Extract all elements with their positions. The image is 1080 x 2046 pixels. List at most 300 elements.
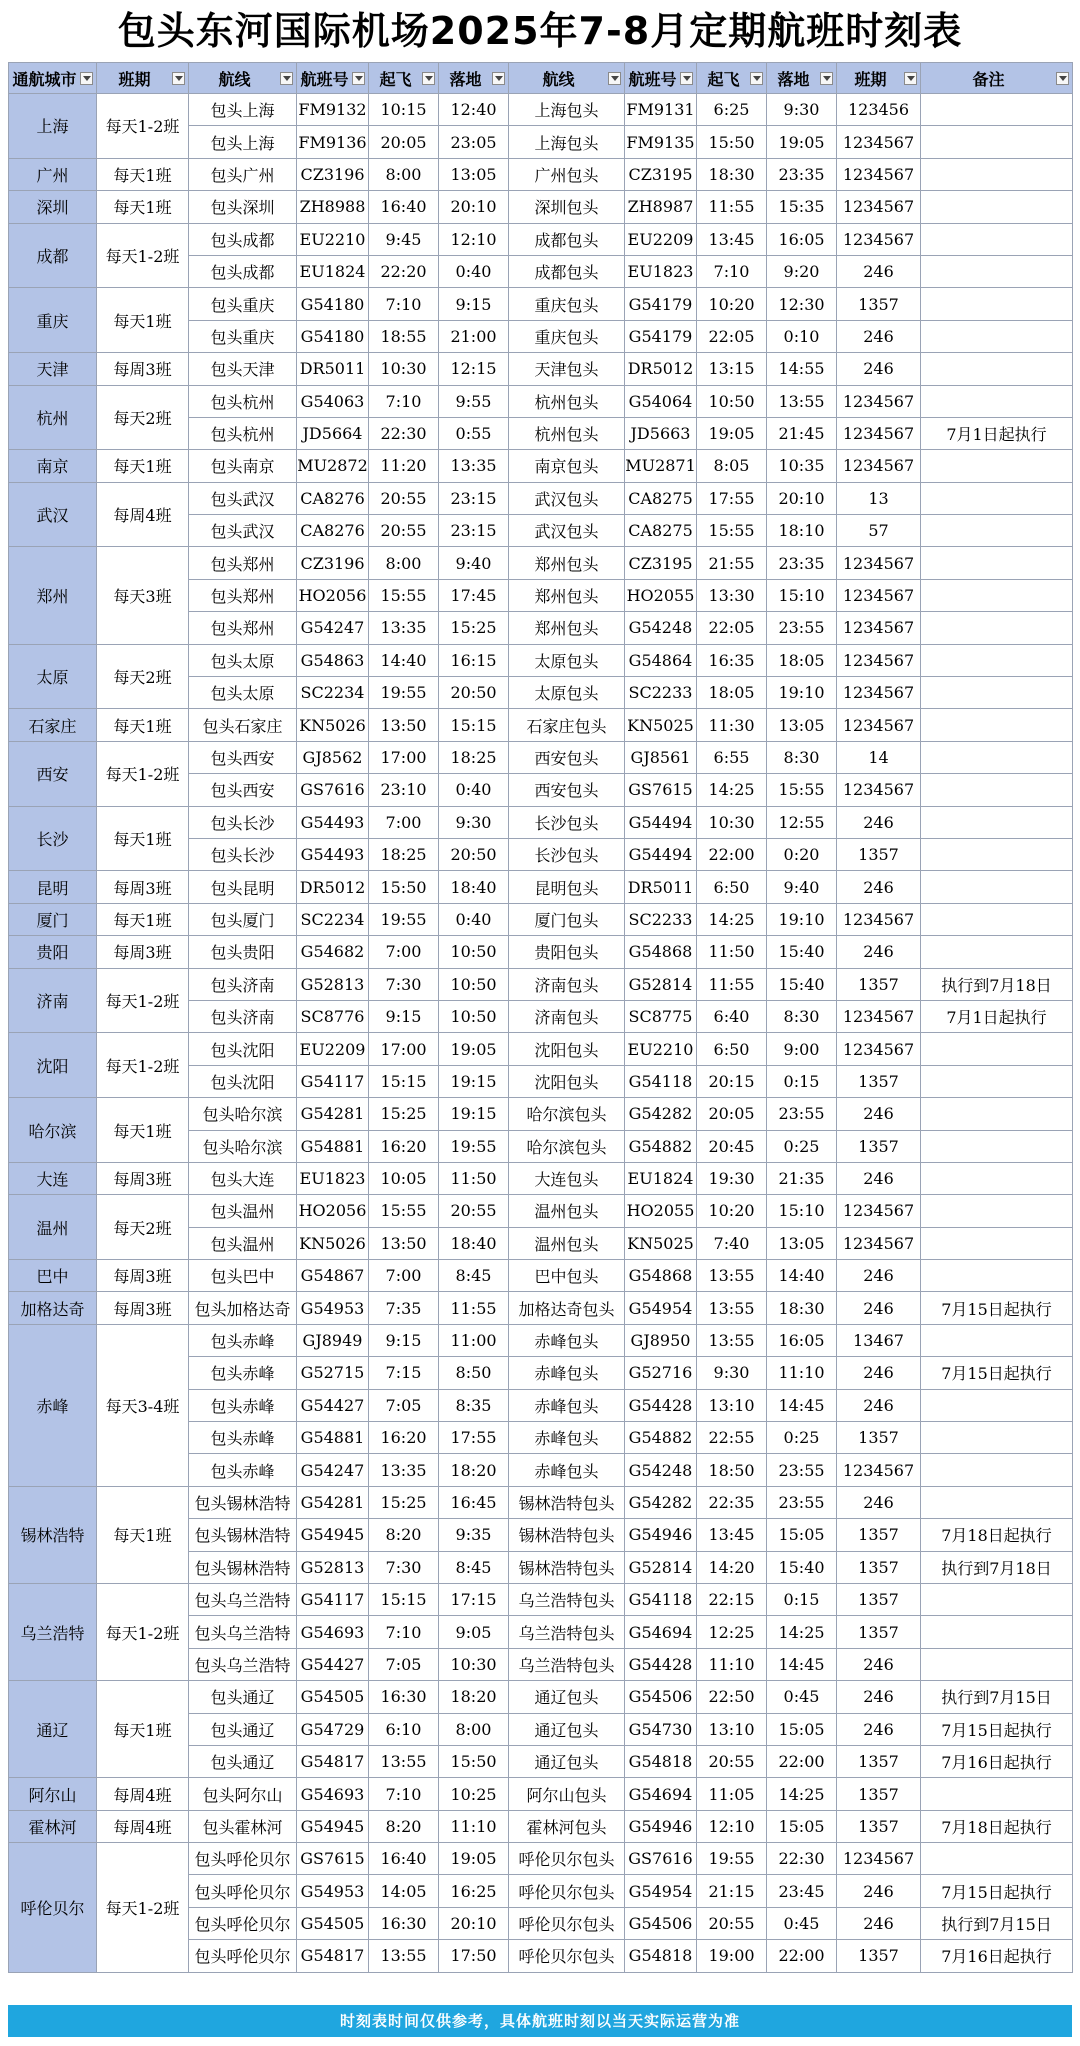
arrive-in-cell: 9:20	[767, 255, 837, 287]
depart-out-cell: 13:55	[369, 1940, 439, 1972]
flight-in-cell: EU1824	[625, 1162, 697, 1194]
table-row	[9, 1260, 1073, 1292]
frequency-cell: 每天1班	[97, 806, 189, 871]
arrive-out-cell: 8:00	[439, 1713, 509, 1745]
depart-in-cell: 20:05	[697, 1098, 767, 1130]
note-cell	[921, 709, 1073, 741]
days-cell: 1357	[837, 1778, 921, 1810]
depart-in-cell: 20:15	[697, 1065, 767, 1097]
days-cell: 246	[837, 353, 921, 385]
table-row	[9, 709, 1073, 741]
city-cell: 郑州	[9, 547, 97, 644]
arrive-out-cell: 18:40	[439, 1227, 509, 1259]
city-cell: 济南	[9, 968, 97, 1033]
days-cell: 1357	[837, 1810, 921, 1842]
header-label: 起飞	[379, 69, 412, 89]
depart-out-cell: 7:30	[369, 1551, 439, 1583]
days-cell: 1357	[837, 1422, 921, 1454]
arrive-in-cell: 19:10	[767, 677, 837, 709]
days-cell: 1234567	[837, 385, 921, 417]
header-route-in	[509, 63, 625, 94]
note-cell	[921, 936, 1073, 968]
note-cell	[921, 1098, 1073, 1130]
depart-in-cell: 13:55	[697, 1292, 767, 1324]
city-cell: 广州	[9, 158, 97, 190]
flight-in-cell: ZH8987	[625, 191, 697, 223]
filter-dropdown-icon[interactable]	[422, 72, 435, 85]
flight-out-cell: G52715	[297, 1357, 369, 1389]
depart-in-cell: 11:50	[697, 936, 767, 968]
days-cell: 246	[837, 1162, 921, 1194]
arrive-in-cell: 16:05	[767, 1324, 837, 1356]
depart-in-cell: 20:45	[697, 1130, 767, 1162]
arrive-in-cell: 0:20	[767, 838, 837, 870]
note-cell	[921, 1130, 1073, 1162]
flight-in-cell: G54506	[625, 1907, 697, 1939]
route-out-cell: 包头温州	[189, 1227, 297, 1259]
days-cell: 246	[837, 1357, 921, 1389]
route-out-cell: 包头通辽	[189, 1681, 297, 1713]
note-cell	[921, 612, 1073, 644]
depart-out-cell: 10:15	[369, 94, 439, 126]
filter-dropdown-icon[interactable]	[492, 72, 505, 85]
route-in-cell: 呼伦贝尔包头	[509, 1940, 625, 1972]
arrive-out-cell: 19:05	[439, 1843, 509, 1875]
depart-in-cell: 14:20	[697, 1551, 767, 1583]
days-cell: 1234567	[837, 1195, 921, 1227]
route-in-cell: 天津包头	[509, 353, 625, 385]
arrive-out-cell: 15:15	[439, 709, 509, 741]
days-cell: 13	[837, 482, 921, 514]
table-row	[9, 1681, 1073, 1713]
depart-out-cell: 8:00	[369, 158, 439, 190]
flight-out-cell: G54247	[297, 612, 369, 644]
days-cell: 1357	[837, 968, 921, 1000]
header-arrive-in	[767, 63, 837, 94]
arrive-out-cell: 19:55	[439, 1130, 509, 1162]
days-cell: 246	[837, 1907, 921, 1939]
arrive-out-cell: 18:20	[439, 1454, 509, 1486]
route-out-cell: 包头锡林浩特	[189, 1486, 297, 1518]
table-row	[9, 1843, 1073, 1875]
depart-in-cell: 16:35	[697, 644, 767, 676]
days-cell: 1357	[837, 1065, 921, 1097]
days-cell: 246	[837, 936, 921, 968]
arrive-in-cell: 18:10	[767, 515, 837, 547]
city-cell: 长沙	[9, 806, 97, 871]
flight-in-cell: G54818	[625, 1940, 697, 1972]
days-cell: 123456	[837, 94, 921, 126]
flight-in-cell: G54818	[625, 1745, 697, 1777]
flight-out-cell: G54493	[297, 838, 369, 870]
header-label: 班期	[118, 69, 151, 89]
depart-in-cell: 20:55	[697, 1745, 767, 1777]
note-cell	[921, 1843, 1073, 1875]
note-cell: 执行到7月18日	[921, 1551, 1073, 1583]
flight-out-cell: G54817	[297, 1745, 369, 1777]
depart-in-cell: 9:30	[697, 1357, 767, 1389]
arrive-out-cell: 15:50	[439, 1745, 509, 1777]
arrive-in-cell: 14:25	[767, 1778, 837, 1810]
flight-in-cell: CA8275	[625, 515, 697, 547]
flight-out-cell: MU2872	[297, 450, 369, 482]
frequency-cell: 每天1班	[97, 903, 189, 935]
city-cell: 上海	[9, 94, 97, 159]
filter-dropdown-icon[interactable]	[172, 72, 185, 85]
frequency-cell: 每天1班	[97, 158, 189, 190]
route-out-cell: 包头沈阳	[189, 1033, 297, 1065]
depart-out-cell: 13:35	[369, 1454, 439, 1486]
arrive-in-cell: 21:45	[767, 417, 837, 449]
arrive-in-cell: 8:30	[767, 741, 837, 773]
flight-out-cell: G54881	[297, 1130, 369, 1162]
flight-out-cell: G54953	[297, 1292, 369, 1324]
city-cell: 西安	[9, 741, 97, 806]
depart-out-cell: 7:10	[369, 1616, 439, 1648]
route-in-cell: 呼伦贝尔包头	[509, 1875, 625, 1907]
depart-in-cell: 19:05	[697, 417, 767, 449]
depart-out-cell: 18:25	[369, 838, 439, 870]
note-cell: 执行到7月15日	[921, 1681, 1073, 1713]
flight-out-cell: G54693	[297, 1616, 369, 1648]
frequency-cell: 每天1-2班	[97, 968, 189, 1033]
flight-in-cell: EU2210	[625, 1033, 697, 1065]
arrive-out-cell: 8:45	[439, 1551, 509, 1583]
arrive-out-cell: 11:10	[439, 1810, 509, 1842]
days-cell: 1234567	[837, 547, 921, 579]
route-out-cell: 包头赤峰	[189, 1389, 297, 1421]
filter-dropdown-icon[interactable]	[352, 72, 365, 85]
depart-in-cell: 6:55	[697, 741, 767, 773]
route-out-cell: 包头长沙	[189, 806, 297, 838]
arrive-out-cell: 0:40	[439, 255, 509, 287]
depart-in-cell: 10:30	[697, 806, 767, 838]
city-cell: 阿尔山	[9, 1778, 97, 1810]
route-in-cell: 呼伦贝尔包头	[509, 1907, 625, 1939]
days-cell: 1234567	[837, 450, 921, 482]
arrive-out-cell: 19:15	[439, 1065, 509, 1097]
table-row	[9, 450, 1073, 482]
flight-in-cell: GS7615	[625, 774, 697, 806]
frequency-cell: 每周4班	[97, 482, 189, 547]
frequency-cell: 每周4班	[97, 1810, 189, 1842]
table-row	[9, 547, 1073, 579]
filter-dropdown-icon[interactable]	[750, 72, 763, 85]
depart-out-cell: 10:05	[369, 1162, 439, 1194]
days-cell: 246	[837, 1260, 921, 1292]
route-in-cell: 乌兰浩特包头	[509, 1583, 625, 1615]
route-out-cell: 包头深圳	[189, 191, 297, 223]
route-out-cell: 包头厦门	[189, 903, 297, 935]
depart-out-cell: 8:20	[369, 1519, 439, 1551]
depart-out-cell: 11:20	[369, 450, 439, 482]
flight-out-cell: CZ3196	[297, 547, 369, 579]
city-cell: 南京	[9, 450, 97, 482]
depart-in-cell: 19:00	[697, 1940, 767, 1972]
route-out-cell: 包头成都	[189, 223, 297, 255]
flight-in-cell: HO2055	[625, 1195, 697, 1227]
note-cell	[921, 385, 1073, 417]
depart-out-cell: 8:00	[369, 547, 439, 579]
table-row	[9, 1292, 1073, 1324]
days-cell: 246	[837, 871, 921, 903]
route-out-cell: 包头天津	[189, 353, 297, 385]
flight-in-cell: HO2055	[625, 579, 697, 611]
days-cell: 1234567	[837, 223, 921, 255]
header-label: 起飞	[707, 69, 740, 89]
arrive-out-cell: 13:35	[439, 450, 509, 482]
filter-dropdown-icon[interactable]	[680, 72, 693, 85]
city-cell: 温州	[9, 1195, 97, 1260]
filter-dropdown-icon[interactable]	[820, 72, 833, 85]
days-cell: 246	[837, 1713, 921, 1745]
frequency-cell: 每天1班	[97, 450, 189, 482]
note-cell: 7月16日起执行	[921, 1940, 1073, 1972]
arrive-in-cell: 0:45	[767, 1681, 837, 1713]
header-flight-in	[625, 63, 697, 94]
filter-dropdown-icon[interactable]	[280, 72, 293, 85]
flight-in-cell: G54694	[625, 1778, 697, 1810]
arrive-out-cell: 18:20	[439, 1681, 509, 1713]
flight-in-cell: GS7616	[625, 1843, 697, 1875]
arrive-in-cell: 15:10	[767, 579, 837, 611]
days-cell: 1357	[837, 1551, 921, 1583]
depart-out-cell: 13:35	[369, 612, 439, 644]
depart-out-cell: 6:10	[369, 1713, 439, 1745]
frequency-cell: 每天2班	[97, 1195, 189, 1260]
arrive-out-cell: 12:10	[439, 223, 509, 255]
schedule-body	[9, 94, 1073, 1973]
note-cell	[921, 644, 1073, 676]
depart-in-cell: 14:25	[697, 903, 767, 935]
arrive-in-cell: 14:40	[767, 1260, 837, 1292]
table-row	[9, 968, 1073, 1000]
days-cell: 246	[837, 1389, 921, 1421]
depart-in-cell: 6:25	[697, 94, 767, 126]
depart-out-cell: 20:05	[369, 126, 439, 158]
arrive-out-cell: 8:45	[439, 1260, 509, 1292]
route-out-cell: 包头赤峰	[189, 1324, 297, 1356]
arrive-out-cell: 11:55	[439, 1292, 509, 1324]
filter-dropdown-icon[interactable]	[1056, 72, 1069, 85]
depart-out-cell: 7:10	[369, 288, 439, 320]
days-cell: 1234567	[837, 579, 921, 611]
city-cell: 霍林河	[9, 1810, 97, 1842]
header-flight-out	[297, 63, 369, 94]
note-cell	[921, 482, 1073, 514]
route-out-cell: 包头西安	[189, 774, 297, 806]
flight-out-cell: SC2234	[297, 677, 369, 709]
header-label: 航线	[218, 69, 251, 89]
route-in-cell: 通辽包头	[509, 1681, 625, 1713]
filter-dropdown-icon[interactable]	[608, 72, 621, 85]
header-notes	[921, 63, 1073, 94]
city-cell: 加格达奇	[9, 1292, 97, 1324]
table-row	[9, 1583, 1073, 1615]
flight-in-cell: DR5011	[625, 871, 697, 903]
frequency-cell: 每天1班	[97, 191, 189, 223]
depart-out-cell: 16:40	[369, 191, 439, 223]
route-in-cell: 武汉包头	[509, 515, 625, 547]
flight-out-cell: EU1824	[297, 255, 369, 287]
filter-dropdown-icon[interactable]	[904, 72, 917, 85]
flight-out-cell: G54281	[297, 1098, 369, 1130]
flight-out-cell: SC2234	[297, 903, 369, 935]
route-in-cell: 大连包头	[509, 1162, 625, 1194]
flight-out-cell: G54693	[297, 1778, 369, 1810]
flight-out-cell: G54505	[297, 1681, 369, 1713]
route-out-cell: 包头呼伦贝尔	[189, 1843, 297, 1875]
note-cell	[921, 158, 1073, 190]
flight-schedule-table	[8, 62, 1073, 1973]
flight-in-cell: GJ8561	[625, 741, 697, 773]
depart-in-cell: 6:50	[697, 871, 767, 903]
arrive-out-cell: 9:05	[439, 1616, 509, 1648]
flight-out-cell: G54682	[297, 936, 369, 968]
depart-out-cell: 9:15	[369, 1000, 439, 1032]
days-cell: 1357	[837, 1745, 921, 1777]
depart-out-cell: 7:00	[369, 936, 439, 968]
note-cell	[921, 1195, 1073, 1227]
depart-in-cell: 22:35	[697, 1486, 767, 1518]
city-cell: 大连	[9, 1162, 97, 1194]
header-label: 班期	[854, 69, 887, 89]
depart-in-cell: 13:30	[697, 579, 767, 611]
arrive-out-cell: 18:25	[439, 741, 509, 773]
flight-in-cell: G54506	[625, 1681, 697, 1713]
frequency-cell: 每天2班	[97, 385, 189, 450]
depart-in-cell: 7:10	[697, 255, 767, 287]
flight-in-cell: SC2233	[625, 677, 697, 709]
route-out-cell: 包头武汉	[189, 482, 297, 514]
flight-out-cell: G54867	[297, 1260, 369, 1292]
flight-out-cell: CZ3196	[297, 158, 369, 190]
flight-in-cell: CZ3195	[625, 158, 697, 190]
frequency-cell: 每天1班	[97, 1486, 189, 1583]
arrive-out-cell: 19:05	[439, 1033, 509, 1065]
arrive-out-cell: 0:40	[439, 903, 509, 935]
arrive-in-cell: 9:40	[767, 871, 837, 903]
arrive-out-cell: 17:55	[439, 1422, 509, 1454]
arrive-out-cell: 17:45	[439, 579, 509, 611]
header-label: 落地	[777, 69, 810, 89]
route-out-cell: 包头太原	[189, 644, 297, 676]
depart-in-cell: 22:55	[697, 1422, 767, 1454]
route-out-cell: 包头锡林浩特	[189, 1519, 297, 1551]
route-out-cell: 包头西安	[189, 741, 297, 773]
depart-in-cell: 15:50	[697, 126, 767, 158]
arrive-in-cell: 23:55	[767, 1098, 837, 1130]
flight-in-cell: FM9135	[625, 126, 697, 158]
route-in-cell: 赤峰包头	[509, 1357, 625, 1389]
days-cell: 246	[837, 806, 921, 838]
filter-dropdown-icon[interactable]	[80, 72, 93, 85]
flight-in-cell: G54868	[625, 1260, 697, 1292]
arrive-out-cell: 10:30	[439, 1648, 509, 1680]
arrive-in-cell: 20:10	[767, 482, 837, 514]
flight-in-cell: G54494	[625, 806, 697, 838]
header-depart-in	[697, 63, 767, 94]
table-row	[9, 644, 1073, 676]
days-cell: 1234567	[837, 417, 921, 449]
route-out-cell: 包头阿尔山	[189, 1778, 297, 1810]
city-cell: 深圳	[9, 191, 97, 223]
arrive-in-cell: 19:05	[767, 126, 837, 158]
note-cell: 7月18日起执行	[921, 1810, 1073, 1842]
city-cell: 锡林浩特	[9, 1486, 97, 1583]
note-cell	[921, 1422, 1073, 1454]
flight-out-cell: GJ8949	[297, 1324, 369, 1356]
header-row	[9, 63, 1073, 94]
depart-out-cell: 10:30	[369, 353, 439, 385]
table-row	[9, 158, 1073, 190]
depart-out-cell: 15:15	[369, 1065, 439, 1097]
depart-out-cell: 16:30	[369, 1681, 439, 1713]
arrive-out-cell: 0:55	[439, 417, 509, 449]
flight-in-cell: JD5663	[625, 417, 697, 449]
flight-in-cell: KN5025	[625, 1227, 697, 1259]
table-row	[9, 191, 1073, 223]
arrive-in-cell: 11:10	[767, 1357, 837, 1389]
depart-in-cell: 11:30	[697, 709, 767, 741]
route-in-cell: 石家庄包头	[509, 709, 625, 741]
route-out-cell: 包头郑州	[189, 579, 297, 611]
days-cell: 246	[837, 320, 921, 352]
route-in-cell: 西安包头	[509, 741, 625, 773]
days-cell: 1234567	[837, 1000, 921, 1032]
depart-out-cell: 22:20	[369, 255, 439, 287]
city-cell: 成都	[9, 223, 97, 288]
flight-out-cell: G54117	[297, 1583, 369, 1615]
note-cell	[921, 677, 1073, 709]
arrive-in-cell: 14:55	[767, 353, 837, 385]
header-label: 备注	[972, 69, 1005, 89]
route-out-cell: 包头杭州	[189, 417, 297, 449]
depart-in-cell: 13:55	[697, 1324, 767, 1356]
flight-out-cell: G54505	[297, 1907, 369, 1939]
route-out-cell: 包头上海	[189, 126, 297, 158]
days-cell: 13467	[837, 1324, 921, 1356]
arrive-in-cell: 23:35	[767, 547, 837, 579]
table-row	[9, 482, 1073, 514]
flight-in-cell: G52716	[625, 1357, 697, 1389]
route-out-cell: 包头通辽	[189, 1745, 297, 1777]
route-in-cell: 重庆包头	[509, 288, 625, 320]
arrive-out-cell: 20:55	[439, 1195, 509, 1227]
arrive-out-cell: 10:50	[439, 936, 509, 968]
arrive-in-cell: 18:30	[767, 1292, 837, 1324]
route-in-cell: 乌兰浩特包头	[509, 1616, 625, 1648]
route-in-cell: 温州包头	[509, 1195, 625, 1227]
depart-out-cell: 7:15	[369, 1357, 439, 1389]
route-in-cell: 昆明包头	[509, 871, 625, 903]
note-cell	[921, 741, 1073, 773]
flight-in-cell: G54428	[625, 1389, 697, 1421]
route-out-cell: 包头广州	[189, 158, 297, 190]
route-in-cell: 呼伦贝尔包头	[509, 1843, 625, 1875]
depart-out-cell: 15:55	[369, 1195, 439, 1227]
arrive-in-cell: 15:35	[767, 191, 837, 223]
flight-in-cell: G52814	[625, 1551, 697, 1583]
city-cell: 昆明	[9, 871, 97, 903]
page-title: 包头东河国际机场2025年7-8月定期航班时刻表	[117, 9, 963, 53]
flight-in-cell: G54730	[625, 1713, 697, 1745]
flight-in-cell: G54118	[625, 1583, 697, 1615]
note-cell	[921, 774, 1073, 806]
days-cell: 246	[837, 1875, 921, 1907]
route-in-cell: 沈阳包头	[509, 1065, 625, 1097]
arrive-in-cell: 23:55	[767, 612, 837, 644]
